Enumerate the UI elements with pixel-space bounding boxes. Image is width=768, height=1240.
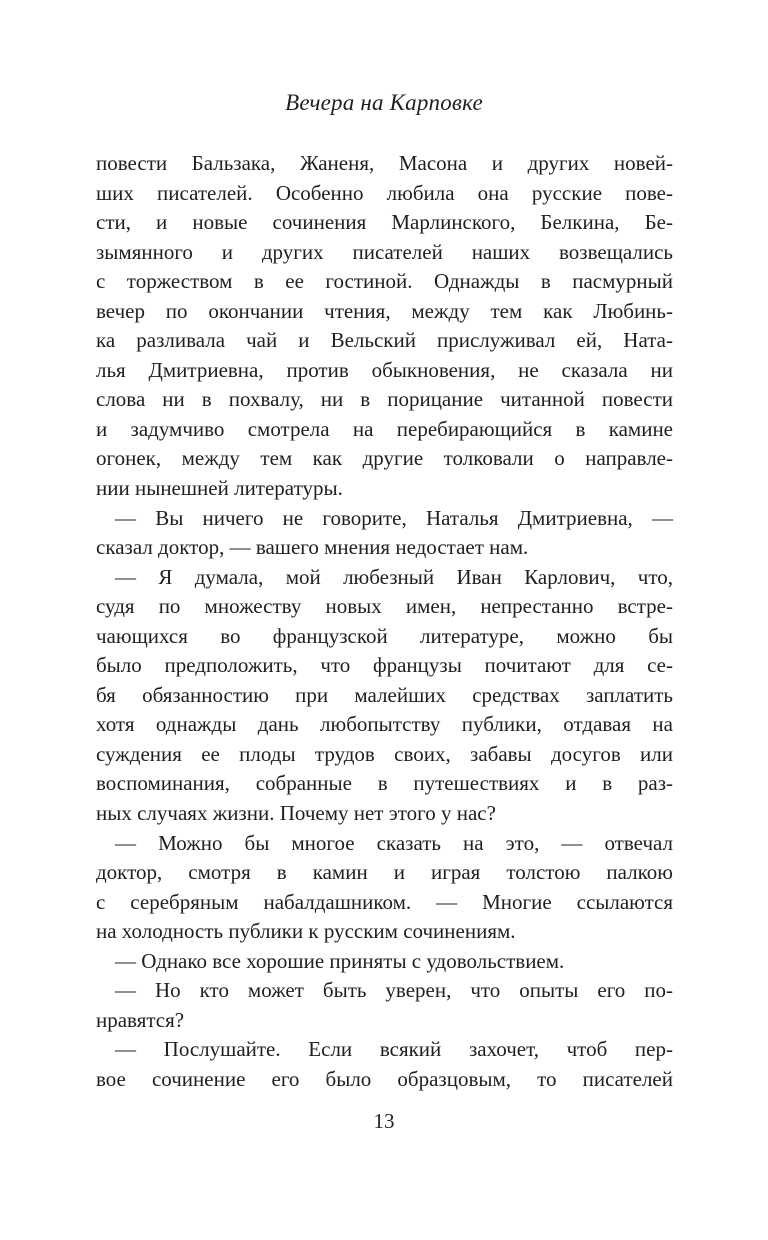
text-line: — Вы ничего не говорите, Наталья Дмитриевна, — bbox=[115, 505, 673, 530]
text-line: зымянного и других писателей наших возвещались bbox=[96, 239, 673, 264]
text-line: судя по множеству новых имен, непрестанно встре- bbox=[96, 594, 673, 619]
text-line: огонек, между тем как другие толковали о направле- bbox=[96, 446, 673, 471]
text-block bbox=[96, 149, 673, 1095]
text-line: бя обязанностию при малейших средствах заплатить bbox=[96, 682, 673, 707]
text-line: суждения ее плоды трудов своих, забавы досугов или bbox=[96, 741, 673, 766]
text-line: доктор, смотря в камин и играя толстою палкою bbox=[96, 860, 673, 885]
running-head-title: Вечера на Карповке bbox=[285, 90, 483, 115]
text-line: — Однако все хорошие приняты с удовольствием. bbox=[115, 948, 565, 973]
text-line: нии нынешней литературы. bbox=[96, 476, 343, 501]
text-line: было предположить, что французы почитают для се- bbox=[96, 653, 673, 678]
text-line: на холодность публики к русским сочинениям. bbox=[96, 919, 516, 944]
text-line: лья Дмитриевна, против обыкновения, не сказала ни bbox=[96, 357, 673, 382]
text-line: — Послушайте. Если всякий захочет, чтоб пер- bbox=[115, 1037, 673, 1062]
text-line: и задумчиво смотрела на перебирающийся в камине bbox=[96, 416, 673, 441]
text-line: с серебряным набалдашником. — Многие ссылаются bbox=[96, 889, 673, 914]
text-line: ка разливала чай и Вельский прислуживал ей, Ната- bbox=[96, 328, 673, 353]
text-line: сказал доктор, — вашего мнения недостает нам. bbox=[96, 535, 529, 560]
text-line: — Можно бы многое сказать на это, — отвечал bbox=[115, 830, 673, 855]
text-line: — Я думала, мой любезный Иван Карлович, что, bbox=[115, 564, 673, 589]
text-line: хотя однажды дань любопытству публики, отдавая на bbox=[96, 712, 673, 737]
text-line: ших писателей. Особенно любила она русские пове- bbox=[96, 180, 673, 205]
text-line: — Но кто может быть уверен, что опыты его по- bbox=[115, 978, 673, 1003]
text-line: нравятся? bbox=[96, 1007, 185, 1032]
text-line: вечер по окончании чтения, между тем как Любинь- bbox=[96, 298, 673, 323]
text-line: сти, и новые сочинения Марлинского, Белкина, Бе- bbox=[96, 210, 673, 235]
text-line: ных случаях жизни. Почему нет этого у нас? bbox=[96, 801, 496, 826]
text-line: чающихся во французской литературе, можно бы bbox=[96, 623, 673, 648]
page-number: 13 bbox=[373, 1109, 395, 1133]
text-line: воспоминания, собранные в путешествиях и в раз- bbox=[96, 771, 673, 796]
text-line: с торжеством в ее гостиной. Однажды в пасмурный bbox=[96, 269, 673, 294]
text-line: слова ни в похвалу, ни в порицание читанной повести bbox=[96, 387, 673, 412]
text-line: повести Бальзака, Жаненя, Масона и других новей- bbox=[96, 151, 673, 175]
text-line: вое сочинение его было образцовым, то писателей bbox=[96, 1066, 673, 1091]
